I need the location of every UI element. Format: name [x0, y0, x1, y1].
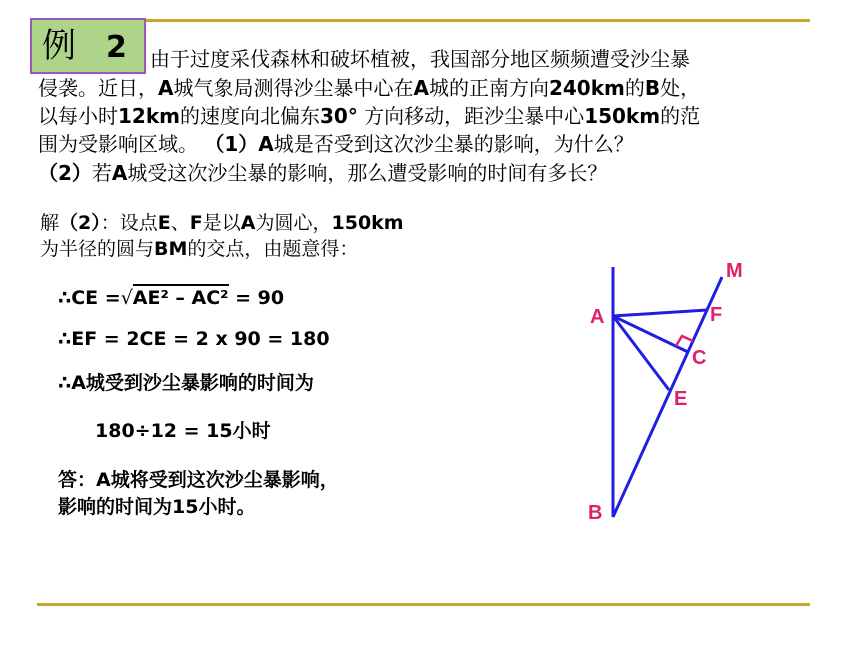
step-ce-radicand: AE² – AC² [133, 284, 229, 309]
label-m: M [726, 260, 743, 282]
step-ce-prefix: ∴CE = [58, 287, 121, 309]
step-time-label: ∴A城受到沙尘暴影响的时间为 [58, 372, 314, 394]
step-ce-result: = 90 [228, 287, 285, 309]
geometry-diagram [580, 255, 760, 530]
segment-af [613, 310, 707, 316]
example-label: 例 [42, 26, 76, 66]
example-badge [30, 18, 146, 74]
label-a: A [590, 306, 605, 328]
step-ce: ∴CE =√AE² – AC² = 90 [58, 284, 284, 311]
problem-line-3: 以每小时12km的速度向北偏东30° 方向移动，距沙尘暴中心150km的范 [38, 104, 701, 128]
problem-line-5: （2）若A城受这次沙尘暴的影响，那么遭受影响的时间有多长？ [38, 161, 608, 185]
label-e: E [674, 388, 688, 410]
label-b: B [588, 502, 603, 524]
segment-ae [613, 316, 669, 390]
answer-line-1: 答：A城将受到这次沙尘暴影响， [58, 469, 339, 491]
solution-intro-2: 为半径的圆与BM的交点，由题意得： [40, 238, 359, 260]
problem-line-2: 侵袭。近日，A城气象局测得沙尘暴中心在A城的正南方向240km的B处， [38, 76, 701, 100]
step-ef: ∴EF = 2CE = 2 x 90 = 180 [58, 328, 330, 350]
label-c: C [692, 347, 707, 369]
example-number: 2 [106, 30, 127, 65]
label-f: F [710, 304, 723, 326]
solution-intro-1: 解（2）：设点E、F是以A为圆心，150km [40, 212, 404, 234]
answer-line-2: 影响的时间为15小时。 [58, 496, 256, 518]
step-time-result: 180÷12 = 15小时 [95, 420, 271, 442]
top-divider [145, 19, 810, 22]
segment-ac [613, 316, 688, 352]
problem-line-1: 由于过度采伐森林和破坏植被，我国部分地区频频遭受沙尘暴 [150, 47, 690, 71]
bottom-divider [37, 603, 810, 606]
problem-line-4: 围为受影响区域。 （1）A城是否受到这次沙尘暴的影响，为什么？ [38, 132, 634, 156]
